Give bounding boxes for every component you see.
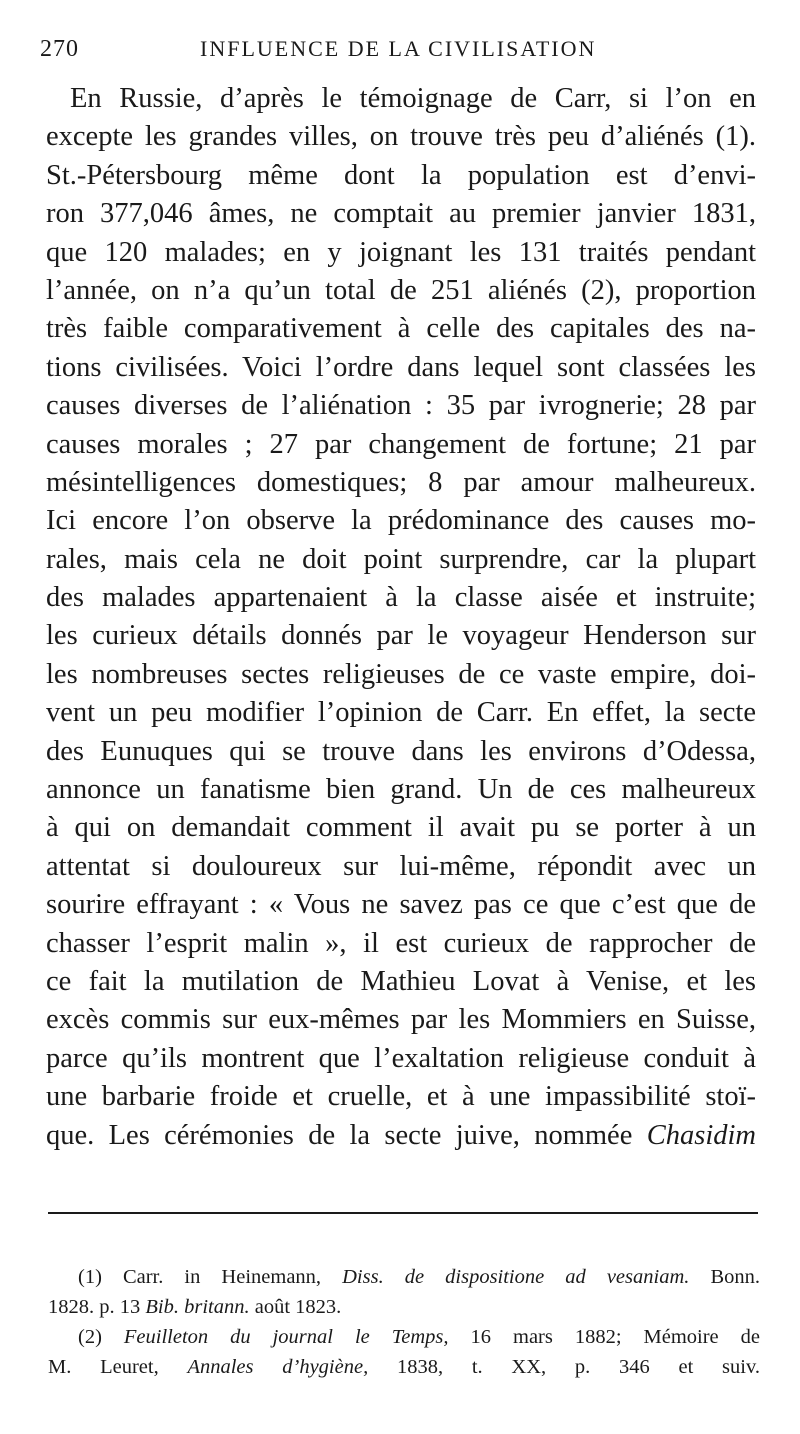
text-line: l’année, on n’a qu’un total de 251 aliénés (2), proportion (46, 274, 756, 306)
footnote-2-title: Feuilleton du journal le Temps, (123, 1326, 449, 1348)
footnote-1-after: Bonn. (710, 1266, 761, 1288)
text-line: En Russie, d’après le témoignage de Carr, si l’on en (70, 83, 756, 114)
footnote-rule (48, 1212, 758, 1214)
text-line: tions civilisées. Voici l’ordre dans lequel sont classées les (46, 351, 756, 383)
footnote-1-line2-italic: Bib. britann. (145, 1296, 250, 1318)
footnote-1-line-1 (48, 1262, 760, 1292)
text-line: ce fait la mutilation de Mathieu Lovat à Venise, et les (46, 965, 756, 997)
footnote-2-line-2 (48, 1352, 760, 1382)
footnote-2-after: 16 mars 1882; Mémoire de (470, 1326, 760, 1348)
chasidim-term: Chasidim (646, 1119, 756, 1151)
text-line: annonce un fanatisme bien grand. Un de ces malheureux (46, 774, 756, 806)
footnote-2-line2-italic: Annales d’hygiène, (187, 1356, 369, 1378)
text-line: attentat si douloureux sur lui-même, répondit avec un (46, 850, 756, 882)
text-line: chasser l’esprit malin », il est curieux de rapprocher de (46, 927, 756, 959)
footnote-1-marker: (1) Carr. in Heinemann, (78, 1266, 322, 1288)
footnote-2-marker: (2) (78, 1326, 102, 1348)
text-line: Ici encore l’on observe la prédominance des causes mo- (46, 505, 756, 537)
text-line: ron 377,046 âmes, ne comptait au premier janvier 1831, (46, 198, 756, 230)
body-text (46, 80, 756, 1155)
text-line: excès commis sur eux-mêmes par les Mommiers en Suisse, (46, 1004, 756, 1036)
text-line: des malades appartenaient à la classe aisée et instruite; (46, 582, 756, 614)
text-line: vent un peu modifier l’opinion de Carr. En effet, la secte (46, 697, 756, 729)
footnotes (48, 1262, 760, 1382)
text-line-last (46, 1117, 756, 1155)
text-line: mésintelligences domestiques; 8 par amour malheureux. (46, 466, 756, 498)
footnote-2-line-1 (48, 1322, 760, 1352)
text-line: St.-Pétersbourg même dont la population est d’envi- (46, 159, 756, 191)
page-header (40, 36, 760, 76)
footnote-2-line2-post: 1838, t. XX, p. 346 et suiv. (396, 1356, 760, 1378)
text-line: les curieux détails donnés par le voyageur Henderson sur (46, 620, 756, 652)
text-line: très faible comparativement à celle des capitales des na- (46, 313, 756, 345)
footnote-1-title: Diss. de dispositione ad vesaniam. (342, 1266, 690, 1288)
footnote-1-line2-pre: 1828. p. 13 (48, 1296, 141, 1318)
text-line: sourire effrayant : « Vous ne savez pas ce que c’est que de (46, 889, 756, 921)
text-line: rales, mais cela ne doit point surprendre, car la plupart (46, 543, 756, 575)
page-number: 270 (40, 36, 79, 62)
text-line: causes morales ; 27 par changement de fortune; 21 par (46, 428, 756, 460)
text-line: excepte les grandes villes, on trouve très peu d’aliénés (1). (46, 121, 756, 153)
text-line: causes diverses de l’aliénation : 35 par ivrognerie; 28 par (46, 390, 756, 422)
footnote-1-line-2 (48, 1292, 760, 1322)
running-title: INFLUENCE DE LA CIVILISATION (200, 36, 597, 61)
last-line-text: que. Les cérémonies de la secte juive, nommée (46, 1119, 633, 1151)
text-line: que 120 malades; en y joignant les 131 traités pendant (46, 236, 756, 268)
text-line: parce qu’ils montrent que l’exaltation religieuse conduit à (46, 1042, 756, 1074)
text-line: une barbarie froide et cruelle, et à une impassibilité stoï- (46, 1081, 756, 1113)
text-line: des Eunuques qui se trouve dans les environs d’Odessa, (46, 735, 756, 767)
footnote-1-line2-post: août 1823. (254, 1296, 342, 1318)
text-line: les nombreuses sectes religieuses de ce vaste empire, doi- (46, 658, 756, 690)
text-line: à qui on demandait comment il avait pu se porter à un (46, 812, 756, 844)
footnote-2-line2-pre: M. Leuret, (48, 1356, 159, 1378)
